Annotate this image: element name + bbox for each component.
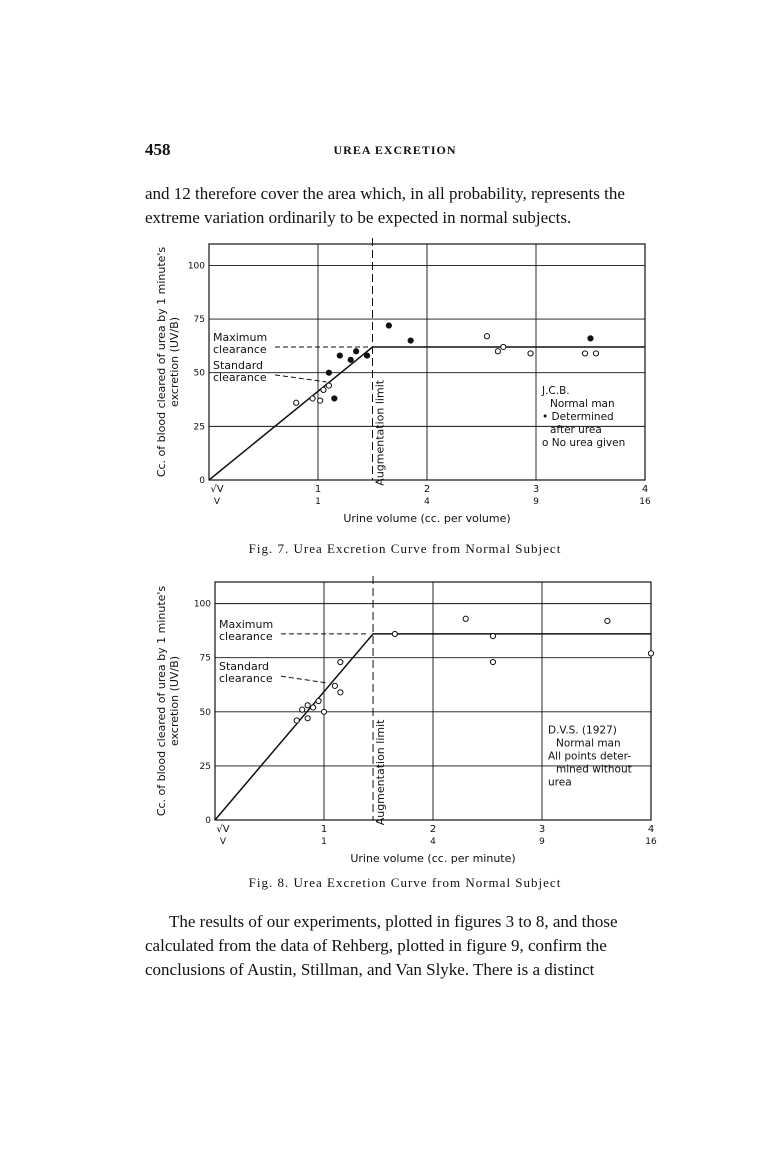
figure-7-chart (145, 232, 665, 537)
data-point-open (648, 651, 653, 656)
data-point-filled (386, 323, 391, 328)
x-tick-label-v: V (219, 837, 227, 847)
x-tick-label-v: 9 (539, 837, 545, 847)
y-axis-label-line2: excretion (UV/B) (168, 656, 181, 746)
y-tick-label: 50 (199, 707, 211, 718)
x-tick-label-v: 4 (424, 497, 430, 507)
paragraph-bottom: The results of our experiments, plotted in figures 3 to 8, and those calculated from the data of Rehberg, plotted in figure 9, confirm the conclusions of Austin, Stillman, and Van Slyke. There is a distinct (145, 912, 618, 979)
legend-line-3: • Determined (542, 411, 614, 424)
data-point-open (605, 618, 610, 623)
data-point-filled (354, 349, 359, 354)
augmentation-limit-label: Augmentation limit (374, 719, 388, 826)
data-point-open (316, 698, 321, 703)
standard-clearance-pointer (281, 676, 328, 683)
x-tick-label-v: 4 (430, 837, 436, 847)
x-axis-label: Urine volume (cc. per volume) (343, 512, 511, 525)
y-tick-label: 25 (193, 422, 205, 433)
y-tick-label: 75 (193, 315, 205, 326)
legend-line-2: Normal man (556, 737, 621, 750)
x-axis-label: Urine volume (cc. per minute) (350, 852, 516, 865)
data-point-open (593, 351, 598, 356)
y-tick-label: 25 (199, 761, 211, 772)
x-tick-label-v: 1 (321, 837, 327, 847)
data-point-filled (588, 336, 593, 341)
data-point-open (311, 705, 316, 710)
figure-8-chart (145, 570, 665, 870)
maximum-clearance-label-line1: Maximum (213, 330, 268, 344)
data-point-filled (348, 357, 353, 362)
standard-clearance-pointer (275, 375, 326, 382)
x-tick-label-sqrt: 4 (647, 824, 655, 835)
figure-8 (145, 570, 665, 895)
x-tick-label-sqrt: 3 (532, 484, 540, 495)
data-point-open (321, 387, 326, 392)
y-tick-label: 100 (187, 261, 205, 272)
standard-clearance-label-line2: clearance (219, 672, 273, 686)
x-tick-label-v: 16 (645, 837, 657, 847)
data-point-open (484, 334, 489, 339)
legend-line-4: after urea (550, 424, 602, 437)
legend-line-5: o No urea given (542, 437, 626, 450)
x-tick-label-v: V (213, 497, 221, 507)
data-point-open (338, 659, 343, 664)
legend-line-4: mined without (556, 763, 632, 776)
data-point-open (495, 349, 500, 354)
y-tick-label: 0 (205, 816, 211, 826)
figure-8-caption: Fig. 8. Urea Excretion Curve from Normal Subject (248, 875, 562, 890)
x-tick-label-sqrt: 4 (641, 484, 649, 495)
data-point-open (310, 396, 315, 401)
y-tick-label: 50 (193, 368, 205, 379)
data-point-open (490, 659, 495, 664)
running-title: UREA EXCRETION (333, 143, 457, 157)
x-tick-label-sqrt: 1 (320, 824, 328, 835)
x-tick-label-sqrt: √V (216, 824, 230, 835)
standard-clearance-label-line1: Standard (219, 660, 270, 674)
paragraph-top: and 12 therefore cover the area which, in all probability, represents the extreme variation ordinarily to be expected in normal subjects. (145, 184, 625, 227)
x-tick-label-v: 16 (639, 497, 651, 507)
y-tick-label: 0 (199, 476, 205, 486)
x-tick-label-v: 9 (533, 497, 539, 507)
page-header (145, 140, 645, 162)
data-point-open (332, 683, 337, 688)
legend-line-3: All points deter- (548, 750, 632, 763)
data-point-open (338, 690, 343, 695)
data-point-open (501, 344, 506, 349)
y-axis-label-line1: Cc. of blood cleared of urea by 1 minute's (155, 246, 168, 478)
data-point-filled (332, 396, 337, 401)
legend-line-1: J.C.B. (542, 385, 570, 398)
data-point-open (321, 709, 326, 714)
x-tick-label-v: 1 (315, 497, 321, 507)
data-point-open (326, 383, 331, 388)
data-point-open (490, 633, 495, 638)
y-tick-label: 75 (199, 653, 211, 664)
data-point-open (463, 616, 468, 621)
page-number: 458 (145, 140, 171, 159)
x-tick-label-sqrt: 1 (314, 484, 322, 495)
augmentation-limit-label: Augmentation limit (373, 379, 387, 486)
figure-7 (145, 232, 665, 562)
legend-line-5: urea (548, 776, 572, 789)
x-tick-label-sqrt: √V (210, 484, 224, 495)
y-tick-label: 100 (193, 599, 211, 610)
legend-line-1: D.V.S. (1927) (548, 724, 617, 737)
data-point-filled (326, 370, 331, 375)
data-point-open (305, 716, 310, 721)
data-point-open (300, 707, 305, 712)
data-point-open (294, 718, 299, 723)
y-axis-label-line2: excretion (UV/B) (168, 317, 181, 407)
x-tick-label-sqrt: 2 (423, 484, 431, 495)
y-axis-label-line1: Cc. of blood cleared of urea by 1 minute's (155, 585, 168, 817)
x-tick-label-sqrt: 3 (538, 824, 546, 835)
figure-7-caption: Fig. 7. Urea Excretion Curve from Normal Subject (248, 541, 562, 556)
maximum-clearance-label-line1: Maximum (219, 617, 274, 631)
data-point-filled (408, 338, 413, 343)
maximum-clearance-label-line2: clearance (213, 342, 267, 356)
data-point-open (528, 351, 533, 356)
standard-clearance-label-line2: clearance (213, 370, 267, 384)
data-point-filled (364, 353, 369, 358)
maximum-clearance-label-line2: clearance (219, 629, 273, 643)
data-point-filled (337, 353, 342, 358)
data-point-open (294, 400, 299, 405)
legend-line-2: Normal man (550, 398, 615, 411)
standard-clearance-label-line1: Standard (213, 358, 264, 372)
data-point-open (318, 398, 323, 403)
data-point-open (305, 703, 310, 708)
data-point-open (582, 351, 587, 356)
data-point-open (392, 631, 397, 636)
x-tick-label-sqrt: 2 (429, 824, 437, 835)
